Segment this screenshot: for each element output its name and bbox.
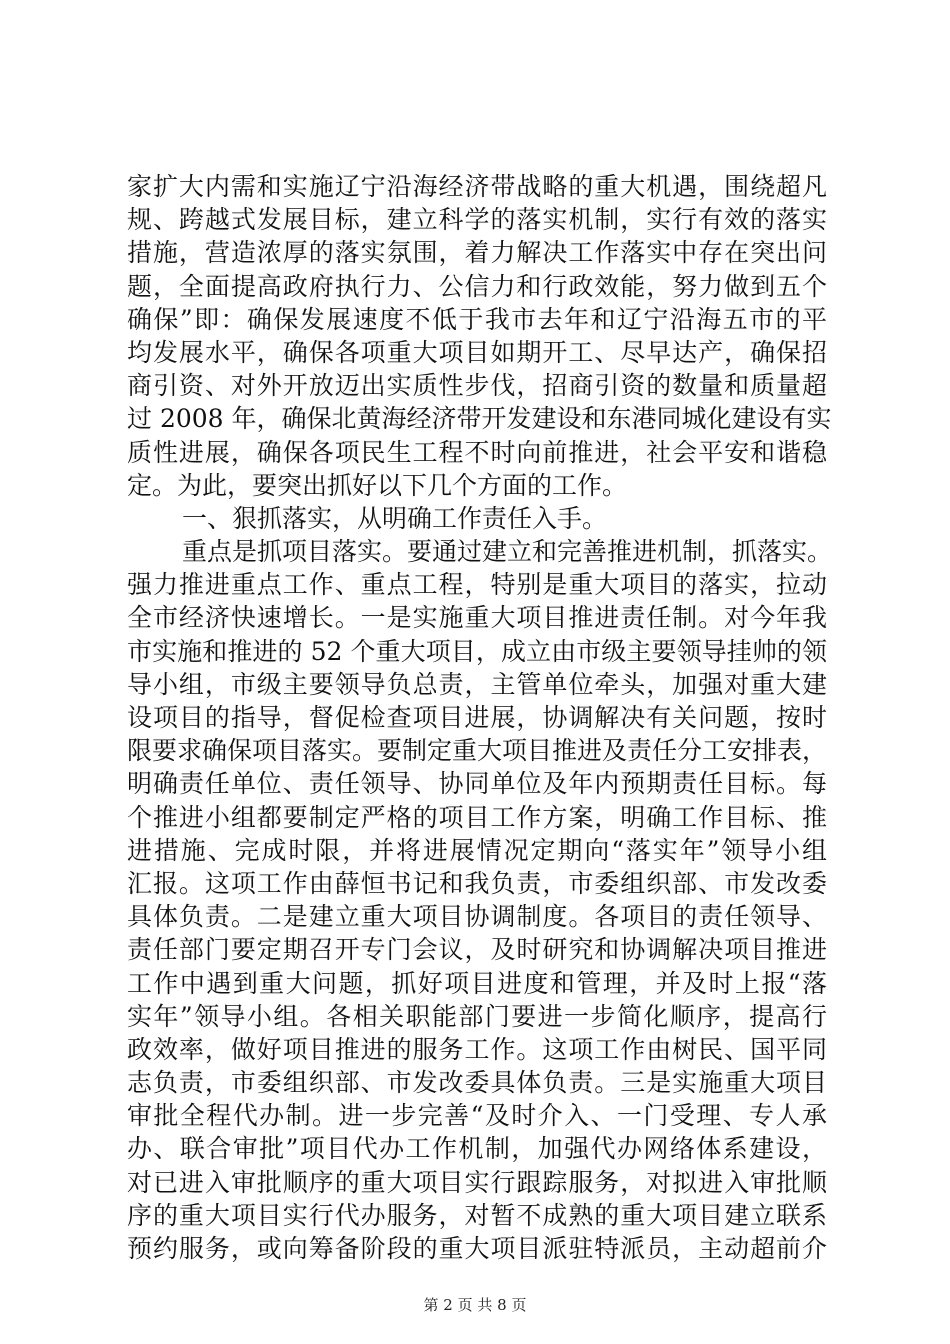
text-line: 重点是抓项目落实。要通过建立和完善推进机制，抓落实。 [182, 537, 833, 567]
text-line: 实年”领导小组。各相关职能部门要进一步简化顺序，提高行 [127, 1001, 827, 1031]
text-line: 办、联合审批”项目代办工作机制，加强代办网络体系建设， [127, 1134, 827, 1164]
text-line: 具体负责。二是建立重大项目协调制度。各项目的责任领导、 [127, 902, 827, 932]
text-line: 质性进展，确保各项民生工程不时向前推进，社会平安和谐稳 [127, 437, 827, 467]
text-line: 题，全面提高政府执行力、公信力和行政效能，努力做到五个 [127, 271, 827, 301]
text-line: 汇报。这项工作由薛恒书记和我负责，市委组织部、市发改委 [127, 868, 827, 898]
body-text [127, 170, 833, 1265]
text-line: 志负责，市委组织部、市发改委具体负责。三是实施重大项目 [127, 1068, 827, 1098]
text-line: 设项目的指导，督促检查项目进展，协调解决有关问题，按时 [127, 703, 827, 732]
text-line: 均发展水平，确保各项重大项目如期开工、尽早达产，确保招 [127, 337, 827, 367]
text-line: 规、跨越式发展目标，建立科学的落实机制，实行有效的落实 [127, 205, 827, 235]
text-line: 工作中遇到重大问题，抓好项目进度和管理，并及时上报“落 [127, 968, 827, 998]
section-heading: 一、狠抓落实，从明确工作责任入手。 [182, 503, 608, 533]
text-line: 对已进入审批顺序的重大项目实行跟踪服务，对拟进入审批顺 [127, 1167, 827, 1197]
text-line: 责任部门要定期召开专门会议，及时研究和协调解决项目推进 [127, 935, 827, 965]
text-line: 个推进小组都要制定严格的项目工作方案，明确工作目标、推 [127, 802, 827, 832]
text-line: 市实施和推进的 52 个重大项目，成立由市级主要领导挂帅的领 [127, 636, 827, 666]
text-line: 序的重大项目实行代办服务，对暂不成熟的重大项目建立联系 [127, 1200, 827, 1230]
text-line: 强力推进重点工作、重点工程，特别是重大项目的落实，拉动 [127, 570, 827, 600]
text-line: 导小组，市级主要领导负总责，主管单位牵头，加强对重大建 [127, 669, 827, 699]
text-line: 明确责任单位、责任领导、协同单位及年内预期责任目标。每 [127, 769, 827, 799]
text-line: 过 2008 年，确保北黄海经济带开发建设和东港同城化建设有实 [127, 404, 832, 434]
text-line: 商引资、对外开放迈出实质性步伐，招商引资的数量和质量超 [127, 371, 827, 401]
text-line: 审批全程代办制。进一步完善“及时介入、一门受理、专人承 [127, 1101, 827, 1131]
text-line: 预约服务，或向筹备阶段的重大项目派驻特派员，主动超前介 [127, 1234, 827, 1263]
text-line: 定。为此，要突出抓好以下几个方面的工作。 [127, 470, 628, 500]
text-line: 确保”即：确保发展速度不低于我市去年和辽宁沿海五市的平 [127, 304, 827, 334]
page-number-footer: 第 2 页 共 8 页 [423, 1296, 527, 1314]
text-line: 政效率，做好项目推进的服务工作。这项工作由树民、国平同 [127, 1034, 827, 1064]
text-line: 全市经济快速增长。一是实施重大项目推进责任制。对今年我 [127, 603, 827, 633]
text-line: 措施，营造浓厚的落实氛围，着力解决工作落实中存在突出问 [127, 238, 827, 268]
text-line: 限要求确保项目落实。要制定重大项目推进及责任分工安排表， [127, 736, 828, 766]
text-line: 进措施、完成时限，并将进展情况定期向“落实年”领导小组 [127, 835, 827, 865]
text-line: 家扩大内需和实施辽宁沿海经济带战略的重大机遇，围绕超凡 [127, 172, 827, 201]
